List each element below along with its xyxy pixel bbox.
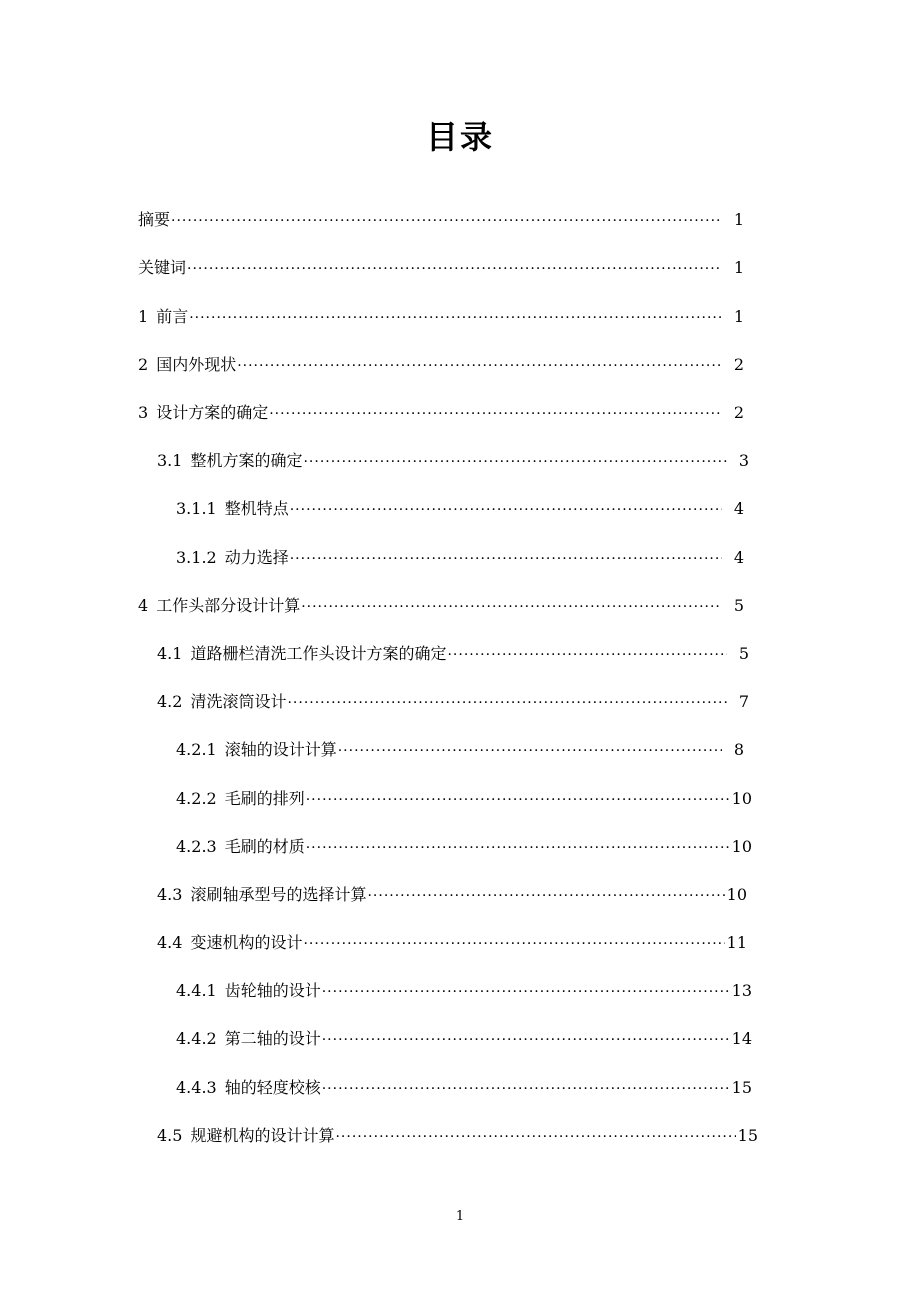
toc-entry-page: 11	[726, 933, 747, 952]
toc-entry-page: 10	[731, 837, 752, 856]
toc-entry-number: 4.1	[157, 644, 183, 663]
toc-entry-title: 轴的轻度校核	[224, 1078, 321, 1097]
toc-entry-page: 3	[738, 451, 749, 470]
toc-leader-dots	[337, 739, 722, 762]
toc-entry-title: 滚刷轴承型号的选择计算	[190, 885, 367, 904]
toc-entry-title: 设计方案的确定	[156, 403, 269, 422]
toc-entry-title: 摘要	[138, 210, 171, 229]
toc-leader-dots	[334, 1125, 735, 1148]
toc-leader-dots	[366, 884, 724, 907]
toc-entry-title: 工作头部分设计计算	[156, 596, 301, 615]
toc-leader-dots	[170, 209, 722, 232]
toc-entry[interactable]	[157, 1124, 758, 1148]
toc-entry-number: 4.4.2	[176, 1029, 217, 1048]
toc-entry[interactable]	[138, 305, 744, 329]
toc-leader-dots	[186, 257, 722, 280]
toc-entry-title: 整机方案的确定	[190, 451, 303, 470]
toc-entry[interactable]	[138, 208, 744, 232]
toc-entry-page: 4	[733, 548, 744, 567]
toc-entry[interactable]	[138, 594, 744, 618]
toc-entry-title: 毛刷的材质	[224, 837, 305, 856]
toc-entry[interactable]	[157, 883, 747, 907]
toc-entry-page: 1	[733, 307, 744, 326]
toc-entry[interactable]	[138, 256, 744, 280]
toc-entry-number: 4.5	[157, 1126, 183, 1145]
toc-entry-title: 国内外现状	[156, 355, 237, 374]
toc-entry-title: 前言	[156, 307, 189, 326]
toc-leader-dots	[302, 450, 727, 473]
toc-leader-dots	[321, 1077, 730, 1100]
toc-entry[interactable]	[157, 690, 749, 714]
toc-entry-number: 4.2	[157, 692, 183, 711]
toc-leader-dots	[305, 836, 730, 859]
toc-entry-title: 规避机构的设计计算	[190, 1126, 335, 1145]
toc-entry-page: 5	[738, 644, 749, 663]
page-title: 目录	[425, 118, 494, 156]
toc-entry-title: 清洗滚筒设计	[190, 692, 287, 711]
toc-leader-dots	[305, 788, 730, 811]
toc-entry-page: 1	[733, 258, 744, 277]
toc-entry[interactable]	[157, 931, 747, 955]
toc-entry[interactable]	[176, 738, 744, 762]
toc-leader-dots	[236, 354, 722, 377]
toc-entry-number: 3.1	[157, 451, 183, 470]
toc-entry-title: 滚轴的设计计算	[224, 740, 337, 759]
toc-entry-page: 15	[737, 1126, 758, 1145]
toc-entry[interactable]	[176, 1076, 752, 1100]
toc-entry-page: 8	[733, 740, 744, 759]
toc-leader-dots	[446, 643, 727, 666]
toc-entry-page: 10	[731, 789, 752, 808]
toc-entry-title: 毛刷的排列	[224, 789, 305, 808]
toc-leader-dots	[188, 306, 722, 329]
toc-entry-title: 第二轴的设计	[224, 1029, 321, 1048]
toc-entry-number: 4.3	[157, 885, 183, 904]
toc-entry[interactable]	[157, 642, 749, 666]
toc-leader-dots	[302, 932, 724, 955]
toc-entry-title: 整机特点	[224, 499, 289, 518]
toc-entry-page: 5	[733, 596, 744, 615]
toc-entry-title: 变速机构的设计	[190, 933, 303, 952]
toc-entry-title: 齿轮轴的设计	[224, 981, 321, 1000]
toc-entry-number: 3	[138, 403, 149, 422]
toc-entry-page: 10	[726, 885, 747, 904]
toc-entry-page: 13	[731, 981, 752, 1000]
toc-entry[interactable]	[176, 497, 744, 521]
toc-leader-dots	[268, 402, 722, 425]
toc-entry[interactable]	[176, 979, 752, 1003]
toc-entry-page: 1	[733, 210, 744, 229]
toc-entry-page: 7	[738, 692, 749, 711]
toc-leader-dots	[321, 1028, 730, 1051]
toc-leader-dots	[300, 595, 722, 618]
toc-entry-number: 4.2.2	[176, 789, 217, 808]
toc-entry-number: 4.4.3	[176, 1078, 217, 1097]
toc-entry-page: 2	[733, 403, 744, 422]
toc-entry[interactable]	[176, 835, 752, 859]
toc-leader-dots	[321, 980, 730, 1003]
toc-entry-title: 道路栅栏清洗工作头设计方案的确定	[190, 644, 447, 663]
toc-entry-page: 4	[733, 499, 744, 518]
toc-entry[interactable]	[176, 546, 744, 570]
toc-entry-title: 关键词	[138, 258, 187, 277]
toc-entry-number: 4.4	[157, 933, 183, 952]
toc-entry[interactable]	[138, 401, 744, 425]
toc-entry-number: 4.2.3	[176, 837, 217, 856]
toc-entry-number: 4.2.1	[176, 740, 217, 759]
toc-entry-page: 14	[731, 1029, 752, 1048]
toc-entry-number: 1	[138, 307, 149, 326]
toc-entry[interactable]	[157, 449, 749, 473]
toc-leader-dots	[286, 691, 727, 714]
toc-entry[interactable]	[138, 353, 744, 377]
toc-entry-page: 15	[731, 1078, 752, 1097]
toc-entry[interactable]	[176, 787, 752, 811]
toc-entry-number: 2	[138, 355, 149, 374]
toc-leader-dots	[289, 547, 722, 570]
toc-entry-title: 动力选择	[224, 548, 289, 567]
toc-entry-number: 3.1.2	[176, 548, 217, 567]
toc-leader-dots	[289, 498, 722, 521]
toc-entry-page: 2	[733, 355, 744, 374]
toc-entry-number: 3.1.1	[176, 499, 217, 518]
page-number: 1	[455, 1209, 465, 1224]
toc-entry[interactable]	[176, 1027, 752, 1051]
toc-entry-number: 4.4.1	[176, 981, 217, 1000]
toc-entry-number: 4	[138, 596, 149, 615]
